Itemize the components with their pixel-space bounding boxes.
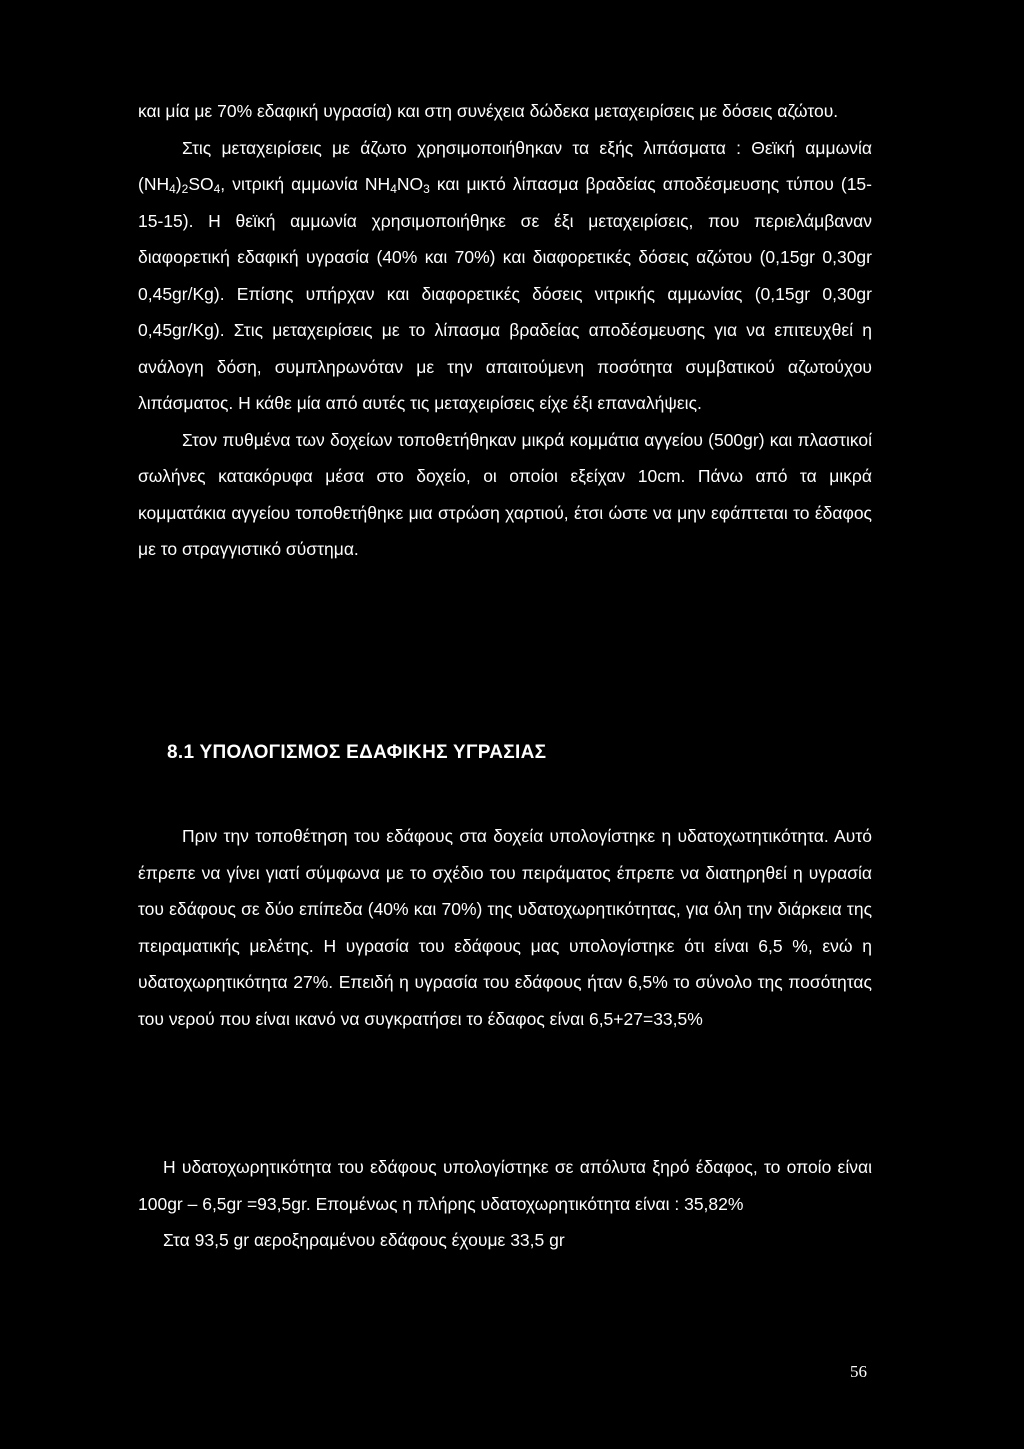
paragraph-2-text-a: Στις μεταχειρίσεις με άζωτο χρησιμοποιήθηκαν τα εξής λιπάσματα : Θεϊκή αμμωνία (NH xyxy=(138,137,872,194)
body-text-top xyxy=(138,93,872,568)
body-text-bottom xyxy=(138,818,872,1037)
subscript-5: 3 xyxy=(423,182,430,196)
page-number: 56 xyxy=(850,1362,867,1381)
subscript-2: 2 xyxy=(181,182,189,196)
paragraph-5: Η υδατοχωρητικότητα του εδάφους υπολογίστηκε σε απόλυτα ξηρό έδαφος, το οποίο είναι 100gr – 6,5gr =93,5gr. Επομένως η πλήρης υδατοχωρητικότητα είναι : 35,82% xyxy=(138,1157,872,1214)
paragraph-2-text-b: ) xyxy=(175,174,182,194)
paragraph-4: Πριν την τοποθέτηση του εδάφους στα δοχεία υπολογίστηκε η υδατοχωτητικότητα. Αυτό έπρεπε να γίνει γιατί σύμφωνα με το σχέδιο του πειράματος έπρεπε να διατηρηθεί η υγρασία του εδάφους σε δύο επίπεδα (40% και 70%) της υδατοχωρητικότητας, για όλη την διάρκεια της πειραματικής μελέτης. Η υγρασία του εδάφους μας υπολογίστηκε ότι είναι 6,5 %, ενώ η υδατοχωρητικότητα 27%. Επειδή η υγρασία του εδάφους ήταν 6,5% το σύνολο της ποσότητας του νερού που είναι ικανό να συγκρατήσει το έδαφος είναι 6,5+27=33,5% xyxy=(138,826,872,1029)
paragraph-6: Στα 93,5 gr αεροξηραμένου εδάφους έχουμε 33,5 gr xyxy=(163,1230,565,1250)
paragraph-2-text-e: NO xyxy=(396,174,424,194)
subscript-1: 4 xyxy=(169,182,176,196)
paragraph-2-text-c: SO xyxy=(188,174,214,194)
subscript-4: 4 xyxy=(390,182,397,196)
paragraph-3: Στον πυθμένα των δοχείων τοποθετήθηκαν μικρά κομμάτια αγγείου (500gr) και πλαστικοί σωλήνες κατακόρυφα μέσα στο δοχείο, οι οποίοι εξείχαν 10cm. Πάνω από τα μικρά κομματάκια αγγείου τοποθετήθηκε μια στρώση χαρτιού, έτσι ώστε να μην εφάπτεται το έδαφος με το στραγγιστικό σύστημα. xyxy=(138,429,872,559)
paragraph-1: και μία με 70% εδαφική υγρασία) και στη συνέχεια δώδεκα μεταχειρίσεις με δόσεις αζώτου. xyxy=(138,101,839,121)
section-heading: 8.1 ΥΠΟΛΟΓΙΣΜΟΣ ΕΔΑΦΙΚΗΣ ΥΓΡΑΣΙΑΣ xyxy=(167,742,547,763)
paragraph-2-text-d: , νιτρική αμμωνία NH xyxy=(220,174,391,194)
paragraph-2-text-f: και μικτό λίπασμα βραδείας αποδέσμευσης τύπου (15-15-15). Η θεϊκή αμμωνία χρησιμοποιήθηκε σε έξι μεταχειρίσεις, που περιελάμβαναν διαφορετική εδαφική υγρασία (40% και 70%) και διαφορετικές δόσεις αζώτου (0,15gr 0,30gr 0,45gr/Kg). Επίσης υπήρχαν και διαφορετικές δόσεις νιτρικής αμμωνίας (0,15gr 0,30gr 0,45gr/Kg). Στις μεταχειρίσεις με το λίπασμα βραδείας αποδέσμευσης για να επιτευχθεί η ανάλογη δόση, συμπληρωνόταν με την απαιτούμενη ποσότητα συμβατικού αζωτούχου λιπάσματος. Η κάθε μία από αυτές τις μεταχειρίσεις είχε έξι επαναλήψεις. xyxy=(138,174,872,413)
body-text-calculation xyxy=(138,1149,872,1259)
paragraph-2 xyxy=(138,130,872,422)
subscript-3: 4 xyxy=(213,182,221,196)
